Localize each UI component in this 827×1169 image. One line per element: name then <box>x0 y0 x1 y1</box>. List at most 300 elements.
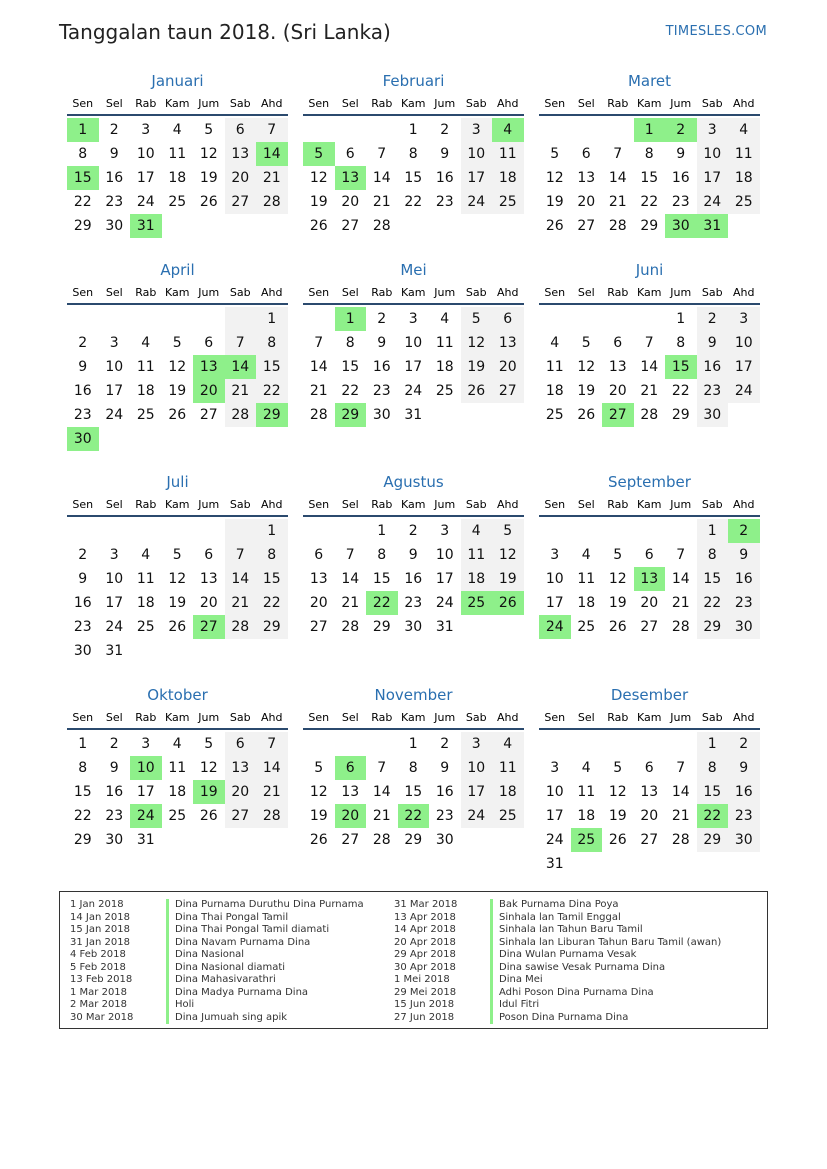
legend-row <box>392 949 721 962</box>
day-cell: 10 <box>545 784 564 800</box>
day-cell: 17 <box>105 595 124 611</box>
empty-cell <box>539 732 571 756</box>
day-cell: 8 <box>256 543 288 567</box>
weekday-label: Sen <box>72 97 94 110</box>
day-cell: 16 <box>435 784 454 800</box>
day-cell: 17 <box>435 571 454 587</box>
month-oktober <box>67 684 288 852</box>
day-cell: 20 <box>608 383 627 399</box>
day-cell: 8 <box>78 146 88 162</box>
day-cell: 8 <box>377 547 387 563</box>
day-cell: 6 <box>225 732 257 756</box>
day-cell: 11 <box>168 760 187 776</box>
day-cell: 3 <box>141 736 151 752</box>
day-cell: 23 <box>728 591 760 615</box>
day-cell: 25 <box>545 407 564 423</box>
day-grid <box>539 519 760 639</box>
day-cell: 15 <box>697 567 729 591</box>
day-cell: 29 <box>671 407 690 423</box>
day-cell: 7 <box>377 760 387 776</box>
day-cell: 12 <box>199 146 218 162</box>
day-cell: 2 <box>377 311 387 327</box>
weekday-label: Ahd <box>261 711 283 724</box>
day-cell: 26 <box>461 379 493 403</box>
legend-holiday-name: Dina Nasional <box>166 949 244 962</box>
day-cell: 19 <box>168 383 187 399</box>
day-cell: 26 <box>545 218 564 234</box>
day-cell: 11 <box>492 756 524 780</box>
day-cell: 19 <box>461 355 493 379</box>
month-mei <box>303 259 524 427</box>
day-cell: 22 <box>697 591 729 615</box>
day-cell: 17 <box>697 166 729 190</box>
weekday-header <box>303 493 524 517</box>
day-cell: 14 <box>608 170 627 186</box>
day-cell: 24 <box>105 619 124 635</box>
day-cell: 12 <box>608 571 627 587</box>
weekday-label: Rab <box>371 711 393 724</box>
weekday-header <box>539 706 760 730</box>
legend-holiday-name: Dina Thai Pongal Tamil diamati <box>166 924 329 937</box>
day-cell: 22 <box>404 194 423 210</box>
weekday-label: Sab <box>465 498 487 511</box>
month-maret <box>539 70 760 238</box>
legend-row <box>68 899 364 912</box>
day-cell: 6 <box>644 760 654 776</box>
day-cell: 11 <box>136 359 155 375</box>
day-cell: 30 <box>105 832 124 848</box>
day-cell: 6 <box>314 547 324 563</box>
day-cell: 16 <box>728 780 760 804</box>
day-cell: 21 <box>671 808 690 824</box>
day-cell: 3 <box>109 547 119 563</box>
day-cell: 18 <box>577 595 596 611</box>
month-desember <box>539 684 760 876</box>
day-cell: 5 <box>314 760 324 776</box>
day-cell: 14 <box>256 756 288 780</box>
day-cell: 7 <box>225 543 257 567</box>
day-cell: 23 <box>73 619 92 635</box>
day-cell: 3 <box>109 335 119 351</box>
empty-cell <box>130 519 162 543</box>
legend-row <box>392 974 721 987</box>
weekday-label: Sab <box>229 498 251 511</box>
empty-cell <box>571 732 603 756</box>
holiday-day-cell: 30 <box>665 214 697 238</box>
weekday-header <box>67 706 288 730</box>
empty-cell <box>634 519 666 543</box>
weekday-label: Ahd <box>733 711 755 724</box>
day-cell: 3 <box>728 307 760 331</box>
day-cell: 29 <box>697 615 729 639</box>
weekday-label: Sab <box>229 286 251 299</box>
day-cell: 19 <box>309 194 328 210</box>
day-cell: 18 <box>461 567 493 591</box>
weekday-label: Ahd <box>261 498 283 511</box>
day-cell: 13 <box>640 784 659 800</box>
day-cell: 21 <box>225 379 257 403</box>
legend-holiday-name: Sinhala lan Tahun Baru Tamil <box>490 924 643 937</box>
day-cell: 24 <box>136 194 155 210</box>
day-cell: 4 <box>141 547 151 563</box>
day-cell: 11 <box>461 543 493 567</box>
weekday-label: Rab <box>371 97 393 110</box>
legend-holiday-name: Sinhala lan Tamil Enggal <box>490 912 621 925</box>
day-cell: 20 <box>640 595 659 611</box>
brand-link[interactable]: TIMESLES.COM <box>665 24 767 39</box>
day-cell: 18 <box>435 359 454 375</box>
legend-column-right <box>392 899 721 1024</box>
day-cell: 25 <box>728 190 760 214</box>
day-cell: 9 <box>676 146 686 162</box>
day-cell: 18 <box>136 595 155 611</box>
day-cell: 4 <box>581 760 591 776</box>
weekday-header <box>539 92 760 116</box>
day-cell: 16 <box>435 170 454 186</box>
day-cell: 3 <box>408 311 418 327</box>
day-cell: 28 <box>309 407 328 423</box>
day-cell: 11 <box>136 571 155 587</box>
day-cell: 29 <box>640 218 659 234</box>
empty-cell <box>335 519 367 543</box>
legend-date: 1 Mei 2018 <box>394 974 450 985</box>
day-cell: 27 <box>492 379 524 403</box>
weekday-label: Kam <box>637 286 662 299</box>
legend-date: 27 Jun 2018 <box>394 1011 455 1023</box>
day-cell: 30 <box>697 403 729 427</box>
day-cell: 21 <box>309 383 328 399</box>
day-cell: 27 <box>225 804 257 828</box>
legend-row <box>392 1012 721 1025</box>
weekday-label: Jum <box>198 498 220 511</box>
day-cell: 27 <box>577 218 596 234</box>
holiday-day-cell: 1 <box>335 307 367 331</box>
holiday-day-cell: 25 <box>461 591 493 615</box>
day-cell: 4 <box>581 547 591 563</box>
weekday-label: Ahd <box>497 97 519 110</box>
weekday-label: Sen <box>72 286 94 299</box>
day-cell: 2 <box>109 122 119 138</box>
weekday-label: Rab <box>135 498 157 511</box>
legend-date: 1 Mar 2018 <box>70 986 128 998</box>
day-cell: 9 <box>78 571 88 587</box>
day-cell: 28 <box>256 190 288 214</box>
empty-cell <box>602 118 634 142</box>
weekday-label: Sen <box>308 498 330 511</box>
day-cell: 14 <box>372 784 391 800</box>
day-cell: 16 <box>728 567 760 591</box>
day-cell: 6 <box>492 307 524 331</box>
weekday-label: Kam <box>165 498 190 511</box>
empty-cell <box>634 307 666 331</box>
day-cell: 3 <box>550 760 560 776</box>
empty-cell <box>67 307 99 331</box>
day-cell: 9 <box>440 760 450 776</box>
legend-holiday-name: Holi <box>166 999 194 1012</box>
day-grid <box>303 307 524 427</box>
day-cell: 29 <box>372 619 391 635</box>
month-februari <box>303 70 524 238</box>
day-cell: 6 <box>581 146 591 162</box>
day-cell: 18 <box>136 383 155 399</box>
holiday-day-cell: 19 <box>193 780 225 804</box>
day-cell: 27 <box>640 832 659 848</box>
day-cell: 22 <box>73 194 92 210</box>
legend-date: 15 Jan 2018 <box>70 924 130 935</box>
day-cell: 19 <box>577 383 596 399</box>
day-cell: 5 <box>172 335 182 351</box>
empty-cell <box>303 732 335 756</box>
legend-row <box>392 987 721 1000</box>
legend-date: 20 Apr 2018 <box>394 936 456 948</box>
day-grid <box>67 118 288 238</box>
day-grid <box>539 307 760 427</box>
day-cell: 28 <box>671 832 690 848</box>
day-cell: 5 <box>613 760 623 776</box>
day-cell: 8 <box>408 146 418 162</box>
day-cell: 18 <box>545 383 564 399</box>
month-name: Agustus <box>383 473 444 491</box>
day-cell: 21 <box>372 194 391 210</box>
day-cell: 28 <box>225 615 257 639</box>
legend-holiday-name: Dina Navam Purnama Dina <box>166 937 310 950</box>
day-cell: 23 <box>404 595 423 611</box>
weekday-header <box>67 281 288 305</box>
weekday-label: Kam <box>165 711 190 724</box>
day-cell: 12 <box>545 170 564 186</box>
empty-cell <box>665 732 697 756</box>
day-cell: 1 <box>408 122 418 138</box>
day-cell: 26 <box>608 832 627 848</box>
weekday-label: Rab <box>135 97 157 110</box>
day-cell: 7 <box>676 547 686 563</box>
day-cell: 21 <box>671 595 690 611</box>
day-cell: 26 <box>168 407 187 423</box>
day-cell: 12 <box>461 331 493 355</box>
weekday-header <box>303 281 524 305</box>
month-name: April <box>160 261 195 279</box>
day-cell: 21 <box>608 194 627 210</box>
day-grid <box>303 732 524 852</box>
weekday-label: Rab <box>135 711 157 724</box>
day-cell: 1 <box>697 732 729 756</box>
weekday-label: Jum <box>198 286 220 299</box>
month-name: Oktober <box>147 686 208 704</box>
month-april <box>67 259 288 451</box>
weekday-label: Sen <box>544 711 566 724</box>
day-cell: 30 <box>73 643 92 659</box>
day-cell: 17 <box>404 359 423 375</box>
day-cell: 22 <box>640 194 659 210</box>
day-cell: 14 <box>309 359 328 375</box>
weekday-label: Jum <box>198 711 220 724</box>
day-cell: 12 <box>608 784 627 800</box>
month-juli <box>67 471 288 663</box>
legend-row <box>68 987 364 1000</box>
day-cell: 15 <box>404 170 423 186</box>
holiday-day-cell: 13 <box>193 355 225 379</box>
month-september <box>539 471 760 639</box>
day-cell: 30 <box>728 828 760 852</box>
weekday-label: Rab <box>607 711 629 724</box>
weekday-label: Sen <box>72 711 94 724</box>
legend-date: 31 Mar 2018 <box>394 899 458 910</box>
legend-row <box>392 924 721 937</box>
legend-holiday-name: Idul Fitri <box>490 999 539 1012</box>
day-cell: 20 <box>199 595 218 611</box>
day-cell: 23 <box>105 194 124 210</box>
weekday-label: Rab <box>607 286 629 299</box>
weekday-label: Jum <box>198 97 220 110</box>
day-cell: 5 <box>613 547 623 563</box>
day-cell: 9 <box>728 756 760 780</box>
day-cell: 19 <box>545 194 564 210</box>
day-cell: 8 <box>345 335 355 351</box>
day-cell: 27 <box>199 407 218 423</box>
legend-column-left <box>68 899 364 1024</box>
day-cell: 6 <box>204 335 214 351</box>
weekday-label: Kam <box>637 498 662 511</box>
day-cell: 24 <box>545 832 564 848</box>
weekday-label: Sel <box>577 498 595 511</box>
day-cell: 15 <box>341 359 360 375</box>
month-name: Mei <box>400 261 427 279</box>
day-cell: 16 <box>105 784 124 800</box>
weekday-header <box>67 493 288 517</box>
holiday-day-cell: 22 <box>366 591 398 615</box>
day-cell: 20 <box>341 194 360 210</box>
day-cell: 27 <box>309 619 328 635</box>
day-cell: 3 <box>550 547 560 563</box>
month-name: November <box>374 686 453 704</box>
day-cell: 9 <box>377 335 387 351</box>
day-cell: 28 <box>341 619 360 635</box>
legend-date: 4 Feb 2018 <box>70 949 126 960</box>
day-cell: 14 <box>372 170 391 186</box>
page-title: Tanggalan taun 2018. (Sri Lanka) <box>59 20 391 44</box>
legend-date: 15 Jun 2018 <box>394 999 455 1010</box>
day-cell: 31 <box>545 856 564 872</box>
holiday-day-cell: 27 <box>602 403 634 427</box>
empty-cell <box>130 307 162 331</box>
day-cell: 13 <box>225 756 257 780</box>
day-cell: 22 <box>256 591 288 615</box>
day-cell: 14 <box>640 359 659 375</box>
weekday-label: Jum <box>434 286 456 299</box>
day-cell: 9 <box>109 760 119 776</box>
day-cell: 5 <box>204 736 214 752</box>
day-cell: 10 <box>105 571 124 587</box>
day-cell: 22 <box>73 808 92 824</box>
holiday-day-cell: 27 <box>193 615 225 639</box>
day-cell: 26 <box>608 619 627 635</box>
legend-date: 30 Mar 2018 <box>70 1011 134 1023</box>
holiday-day-cell: 1 <box>634 118 666 142</box>
day-cell: 1 <box>78 736 88 752</box>
day-cell: 15 <box>404 784 423 800</box>
day-cell: 6 <box>613 335 623 351</box>
day-cell: 10 <box>136 146 155 162</box>
day-cell: 29 <box>73 218 92 234</box>
day-cell: 21 <box>341 595 360 611</box>
day-cell: 24 <box>728 379 760 403</box>
legend-row <box>68 974 364 987</box>
weekday-header <box>539 281 760 305</box>
day-cell: 12 <box>309 784 328 800</box>
day-cell: 28 <box>608 218 627 234</box>
weekday-label: Sab <box>465 711 487 724</box>
empty-cell <box>366 118 398 142</box>
weekday-label: Sen <box>72 498 94 511</box>
day-cell: 24 <box>404 383 423 399</box>
weekday-label: Kam <box>401 711 426 724</box>
month-juni <box>539 259 760 427</box>
legend-date: 13 Feb 2018 <box>70 974 133 985</box>
month-name: Maret <box>627 72 672 90</box>
legend-date: 14 Jan 2018 <box>70 911 130 923</box>
day-cell: 26 <box>199 808 218 824</box>
weekday-label: Kam <box>401 97 426 110</box>
day-cell: 26 <box>168 619 187 635</box>
weekday-header <box>303 706 524 730</box>
weekday-label: Jum <box>670 286 692 299</box>
month-name: September <box>608 473 691 491</box>
day-cell: 17 <box>545 808 564 824</box>
month-name: Juli <box>166 473 189 491</box>
holiday-day-cell: 20 <box>335 804 367 828</box>
legend-holiday-name: Bak Purnama Dina Poya <box>490 899 619 912</box>
day-cell: 16 <box>105 170 124 186</box>
day-cell: 26 <box>309 832 328 848</box>
holiday-day-cell: 26 <box>492 591 524 615</box>
day-cell: 11 <box>577 784 596 800</box>
holiday-day-cell: 1 <box>67 118 99 142</box>
weekday-label: Rab <box>371 498 393 511</box>
day-grid <box>303 118 524 238</box>
day-cell: 23 <box>697 379 729 403</box>
day-cell: 19 <box>608 595 627 611</box>
empty-cell <box>602 732 634 756</box>
weekday-label: Ahd <box>497 711 519 724</box>
weekday-label: Sel <box>105 97 123 110</box>
holiday-day-cell: 22 <box>398 804 430 828</box>
legend-date: 29 Apr 2018 <box>394 949 456 960</box>
legend-holiday-name: Poson Dina Purnama Dina <box>490 1012 628 1025</box>
day-cell: 6 <box>345 146 355 162</box>
weekday-label: Jum <box>670 498 692 511</box>
holiday-day-cell: 5 <box>303 142 335 166</box>
day-cell: 8 <box>697 756 729 780</box>
day-grid <box>539 732 760 876</box>
day-cell: 11 <box>492 142 524 166</box>
day-cell: 13 <box>309 571 328 587</box>
day-cell: 7 <box>225 331 257 355</box>
day-cell: 8 <box>78 760 88 776</box>
day-cell: 18 <box>492 780 524 804</box>
weekday-label: Jum <box>670 711 692 724</box>
legend-date: 5 Feb 2018 <box>70 961 126 973</box>
day-cell: 2 <box>408 523 418 539</box>
weekday-label: Sel <box>341 286 359 299</box>
day-cell: 5 <box>581 335 591 351</box>
day-cell: 1 <box>256 307 288 331</box>
month-november <box>303 684 524 852</box>
legend-holiday-name: Dina Thai Pongal Tamil <box>166 912 288 925</box>
day-cell: 22 <box>671 383 690 399</box>
day-cell: 31 <box>105 643 124 659</box>
day-cell: 18 <box>168 170 187 186</box>
weekday-label: Sel <box>341 711 359 724</box>
